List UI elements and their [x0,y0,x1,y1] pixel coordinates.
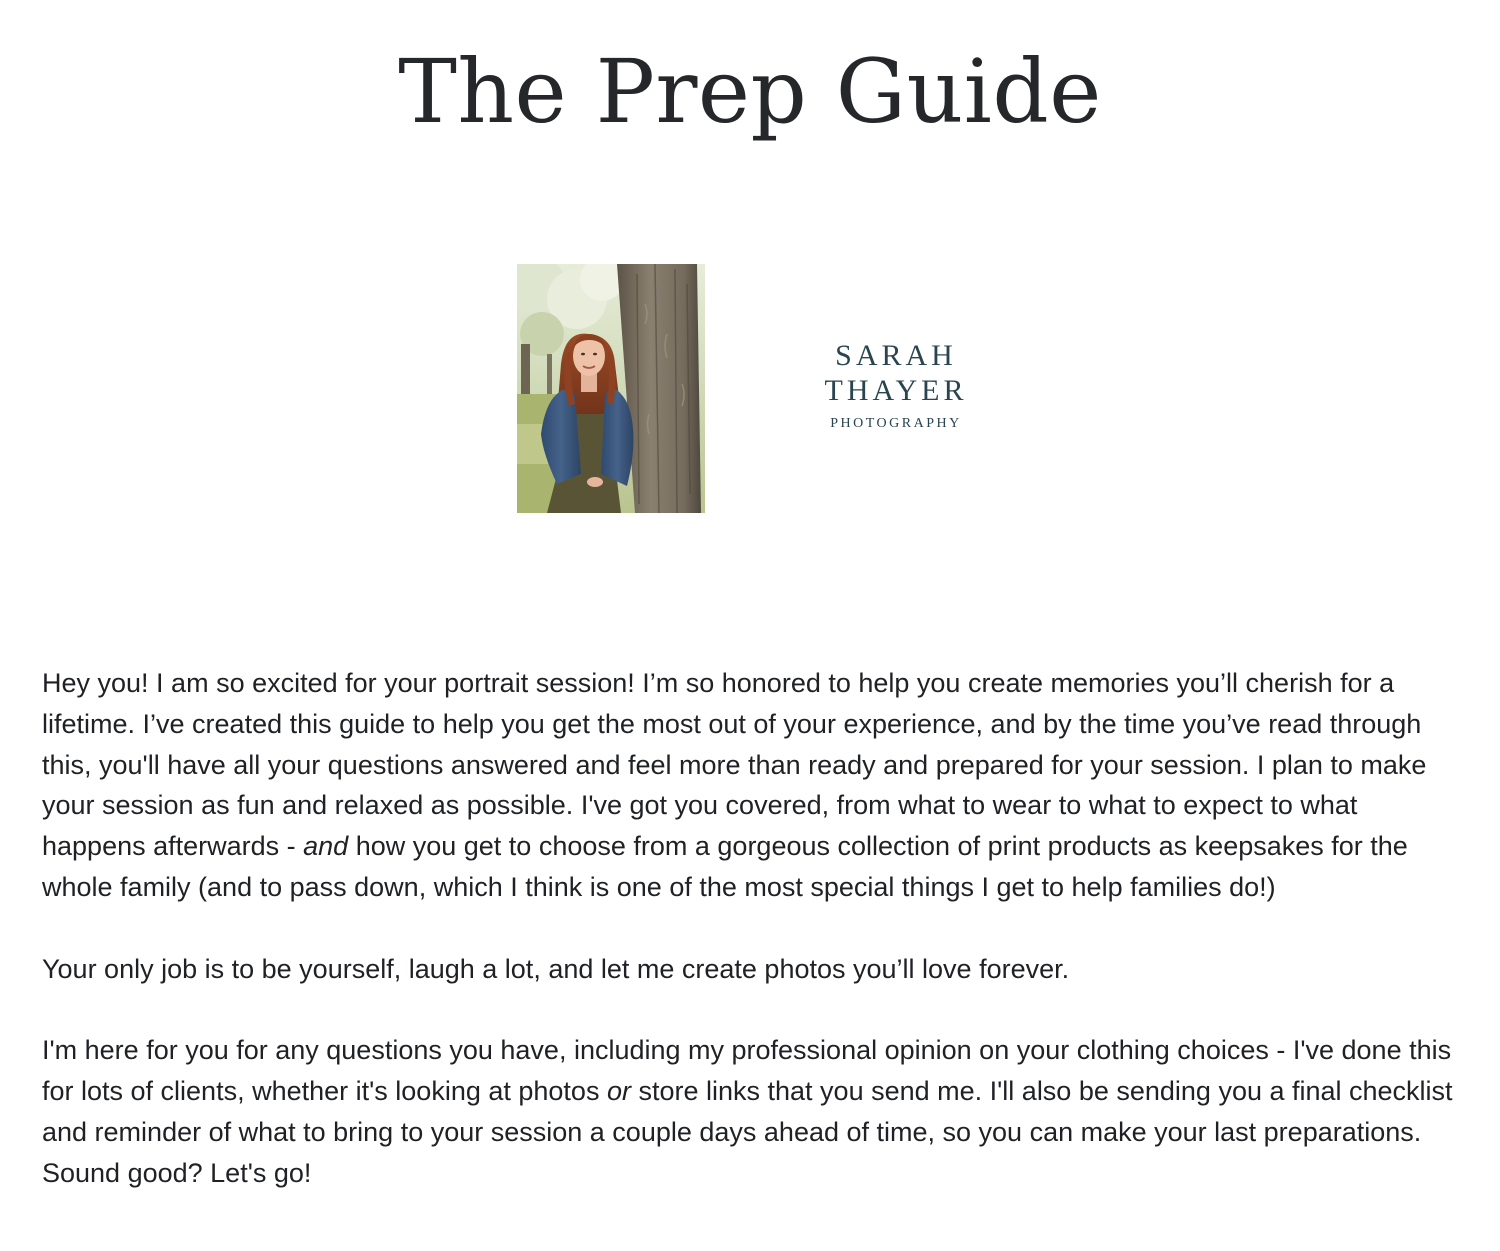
photographer-portrait-image [517,264,705,513]
logo-line-photography: PHOTOGRAPHY [830,416,962,431]
intro-paragraph-1 [42,663,1462,908]
intro-paragraph-2: Your only job is to be yourself, laugh a lot, and let me create photos you’ll love forever. [42,953,1070,984]
sarah-thayer-photography-logo [796,338,996,435]
paragraph-3-emphasis: or [606,1075,631,1106]
logo-line-thayer: THAYER [824,374,968,407]
page-title: The Prep Guide [398,40,1102,143]
paragraph-1-text-start: Hey you! I am so excited for your portrait session! I’m so honored to help you create memories you’ll cherish for a lifetime. I’ve created this guide to help you get the most out of your experience, and by the time you’ve read through this, you'll have all your questions answered and feel more than ready and prepared for your session. I plan to make your session as fun and relaxed as possible. I've got you covered, from what to wear to what to expect to what happens afterwards - [42,668,1427,862]
logo-line-sarah: SARAH [835,339,957,372]
paragraph-1-emphasis: and [303,831,349,862]
intro-body [42,663,1462,1193]
paragraph-1-text-end: how you get to choose from a gorgeous collection of print products as keepsakes for the whole family (and to pass down, which I think is one of the most special things I get to help families do!) [42,831,1408,902]
paragraph-3-text-start: I'm here for you for any questions you have, including my professional opinion on your clothing choices - I've done this for lots of clients, whether it's looking at photos [42,1035,1452,1106]
intro-paragraph-3 [42,1030,1462,1193]
paragraph-3-text-end: store links that you send me. I'll also be sending you a final checklist and reminder of what to bring to your session a couple days ahead of time, so you can make your last preparations. Sound good? Let's go! [42,1075,1453,1188]
